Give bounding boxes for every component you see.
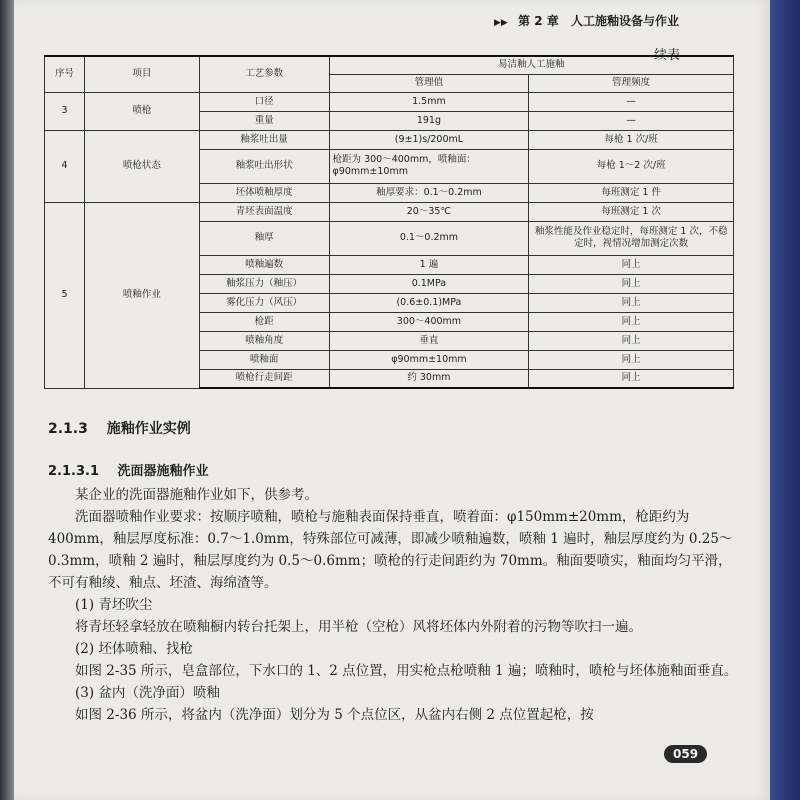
cell-freq: 每枪 1 次/班: [529, 130, 734, 149]
cell-param: 雾化压力（风压）: [199, 293, 329, 312]
paragraph: 某企业的洗面器施釉作业如下，供参考。: [75, 487, 318, 503]
header-freq: 管理频度: [529, 74, 734, 92]
cell-value: 191g: [329, 111, 529, 130]
book-spine: [0, 0, 14, 800]
section-heading: [48, 418, 191, 438]
cell-freq: 同上: [529, 331, 734, 350]
cell-param: 釉浆吐出量: [199, 130, 329, 149]
cell-param: 坯体喷釉厚度: [199, 183, 329, 202]
cell-freq: 同上: [529, 350, 734, 369]
page-edge: [770, 0, 800, 800]
arrows-icon: ▶▶: [494, 18, 508, 28]
cell-item: 喷枪状态: [84, 130, 199, 202]
cell-value: 0.1MPa: [329, 274, 529, 293]
cell-freq: —: [529, 111, 734, 130]
cell-param: 喷釉遍数: [199, 255, 329, 274]
cell-value: (0.6±0.1)MPa: [329, 293, 529, 312]
table-row: [45, 92, 734, 111]
paragraph: 洗面器喷釉作业要求：按顺序喷釉，喷枪与施釉表面保持垂直，喷着面：φ150mm±20mm，枪距约为 400mm，釉层厚度标准：0.7～1.0mm，特殊部位可减薄，即减少喷釉遍数，喷釉 1 遍时，釉层厚度约为 0.25～0.3mm，喷釉 2 遍时，釉层厚度约为 0.5～0.6mm；喷枪的行走间距约为 70mm。釉面要喷实，釉面均匀平滑，不可有釉绫、釉点、坯渣、海绵渣等。: [48, 509, 733, 591]
table-continued-label: 续表: [654, 48, 681, 63]
cell-freq: 同上: [529, 274, 734, 293]
cell-freq: 同上: [529, 293, 734, 312]
cell-value: 300～400mm: [329, 312, 529, 331]
table-row: [45, 130, 734, 149]
paragraph: 如图 2-36 所示，将盆内（洗净面）划分为 5 个点位区，从盆内右侧 2 点位置起枪，按: [75, 707, 594, 723]
header-item: 项目: [84, 56, 199, 92]
running-header: [494, 12, 679, 29]
paragraph: 如图 2-35 所示，皂盒部位，下水口的 1、2 点位置，用实枪点枪喷釉 1 遍；喷釉时，喷枪与坯体施釉面垂直。: [75, 663, 738, 679]
table-row: [45, 202, 734, 221]
section-number: 2.1.3: [48, 421, 88, 437]
cell-param: 喷釉面: [199, 350, 329, 369]
step-heading: (1) 青坯吹尘: [75, 597, 153, 613]
cell-param: 枪距: [199, 312, 329, 331]
cell-value: 20～35℃: [329, 202, 529, 221]
header-no: 序号: [45, 56, 85, 92]
page-number: 059: [664, 745, 707, 763]
cell-value: 釉厚要求：0.1～0.2mm: [329, 183, 529, 202]
cell-param: 口径: [199, 92, 329, 111]
cell-value: 1 遍: [329, 255, 529, 274]
step-heading: (3) 盆内（洗净面）喷釉: [75, 685, 220, 701]
step-heading: (2) 坯体喷釉、找枪: [75, 641, 193, 657]
cell-freq: 每班测定 1 次: [529, 202, 734, 221]
cell-item: 喷釉作业: [84, 202, 199, 388]
cell-no: 3: [45, 92, 85, 130]
cell-value: 枪距为 300～400mm，喷釉面：φ90mm±10mm: [329, 149, 529, 183]
cell-freq: 同上: [529, 312, 734, 331]
header-param: 工艺参数: [199, 56, 329, 92]
cell-value: 垂直: [329, 331, 529, 350]
cell-freq: —: [529, 92, 734, 111]
cell-no: 4: [45, 130, 85, 202]
cell-value: 0.1～0.2mm: [329, 221, 529, 255]
cell-param: 釉浆压力（釉压）: [199, 274, 329, 293]
cell-param: 重量: [199, 111, 329, 130]
cell-value: φ90mm±10mm: [329, 350, 529, 369]
cell-param: 釉浆吐出形状: [199, 149, 329, 183]
spec-table: [44, 55, 734, 389]
cell-value: 约 30mm: [329, 369, 529, 388]
header-group: 易洁釉人工施釉: [329, 56, 733, 74]
cell-param: 喷枪行走间距: [199, 369, 329, 388]
cell-freq: 釉浆性能及作业稳定时，每班测定 1 次，不稳定时，视情况增加测定次数: [529, 221, 734, 255]
subsection-heading: [48, 460, 209, 479]
cell-no: 5: [45, 202, 85, 388]
cell-freq: 每班测定 1 件: [529, 183, 734, 202]
cell-param: 青坯表面温度: [199, 202, 329, 221]
cell-freq: 同上: [529, 369, 734, 388]
subsection-title: 洗面器施釉作业: [117, 464, 209, 479]
cell-freq: 每枪 1～2 次/班: [529, 149, 734, 183]
cell-param: 釉厚: [199, 221, 329, 255]
chapter-number: 第 2 章: [518, 14, 559, 28]
body-text: [48, 484, 738, 726]
paragraph: 将青坯轻拿轻放在喷釉橱内转台托架上，用半枪（空枪）风将坯体内外附着的污物等吹扫一遍。: [75, 619, 642, 635]
cell-value: (9±1)s/200mL: [329, 130, 529, 149]
book-page: [14, 0, 770, 800]
section-title: 施釉作业实例: [106, 421, 191, 437]
cell-param: 喷釉角度: [199, 331, 329, 350]
chapter-title: 人工施釉设备与作业: [570, 14, 679, 28]
cell-item: 喷枪: [84, 92, 199, 130]
header-value: 管理值: [329, 74, 529, 92]
subsection-number: 2.1.3.1: [48, 464, 99, 479]
cell-value: 1.5mm: [329, 92, 529, 111]
cell-freq: 同上: [529, 255, 734, 274]
